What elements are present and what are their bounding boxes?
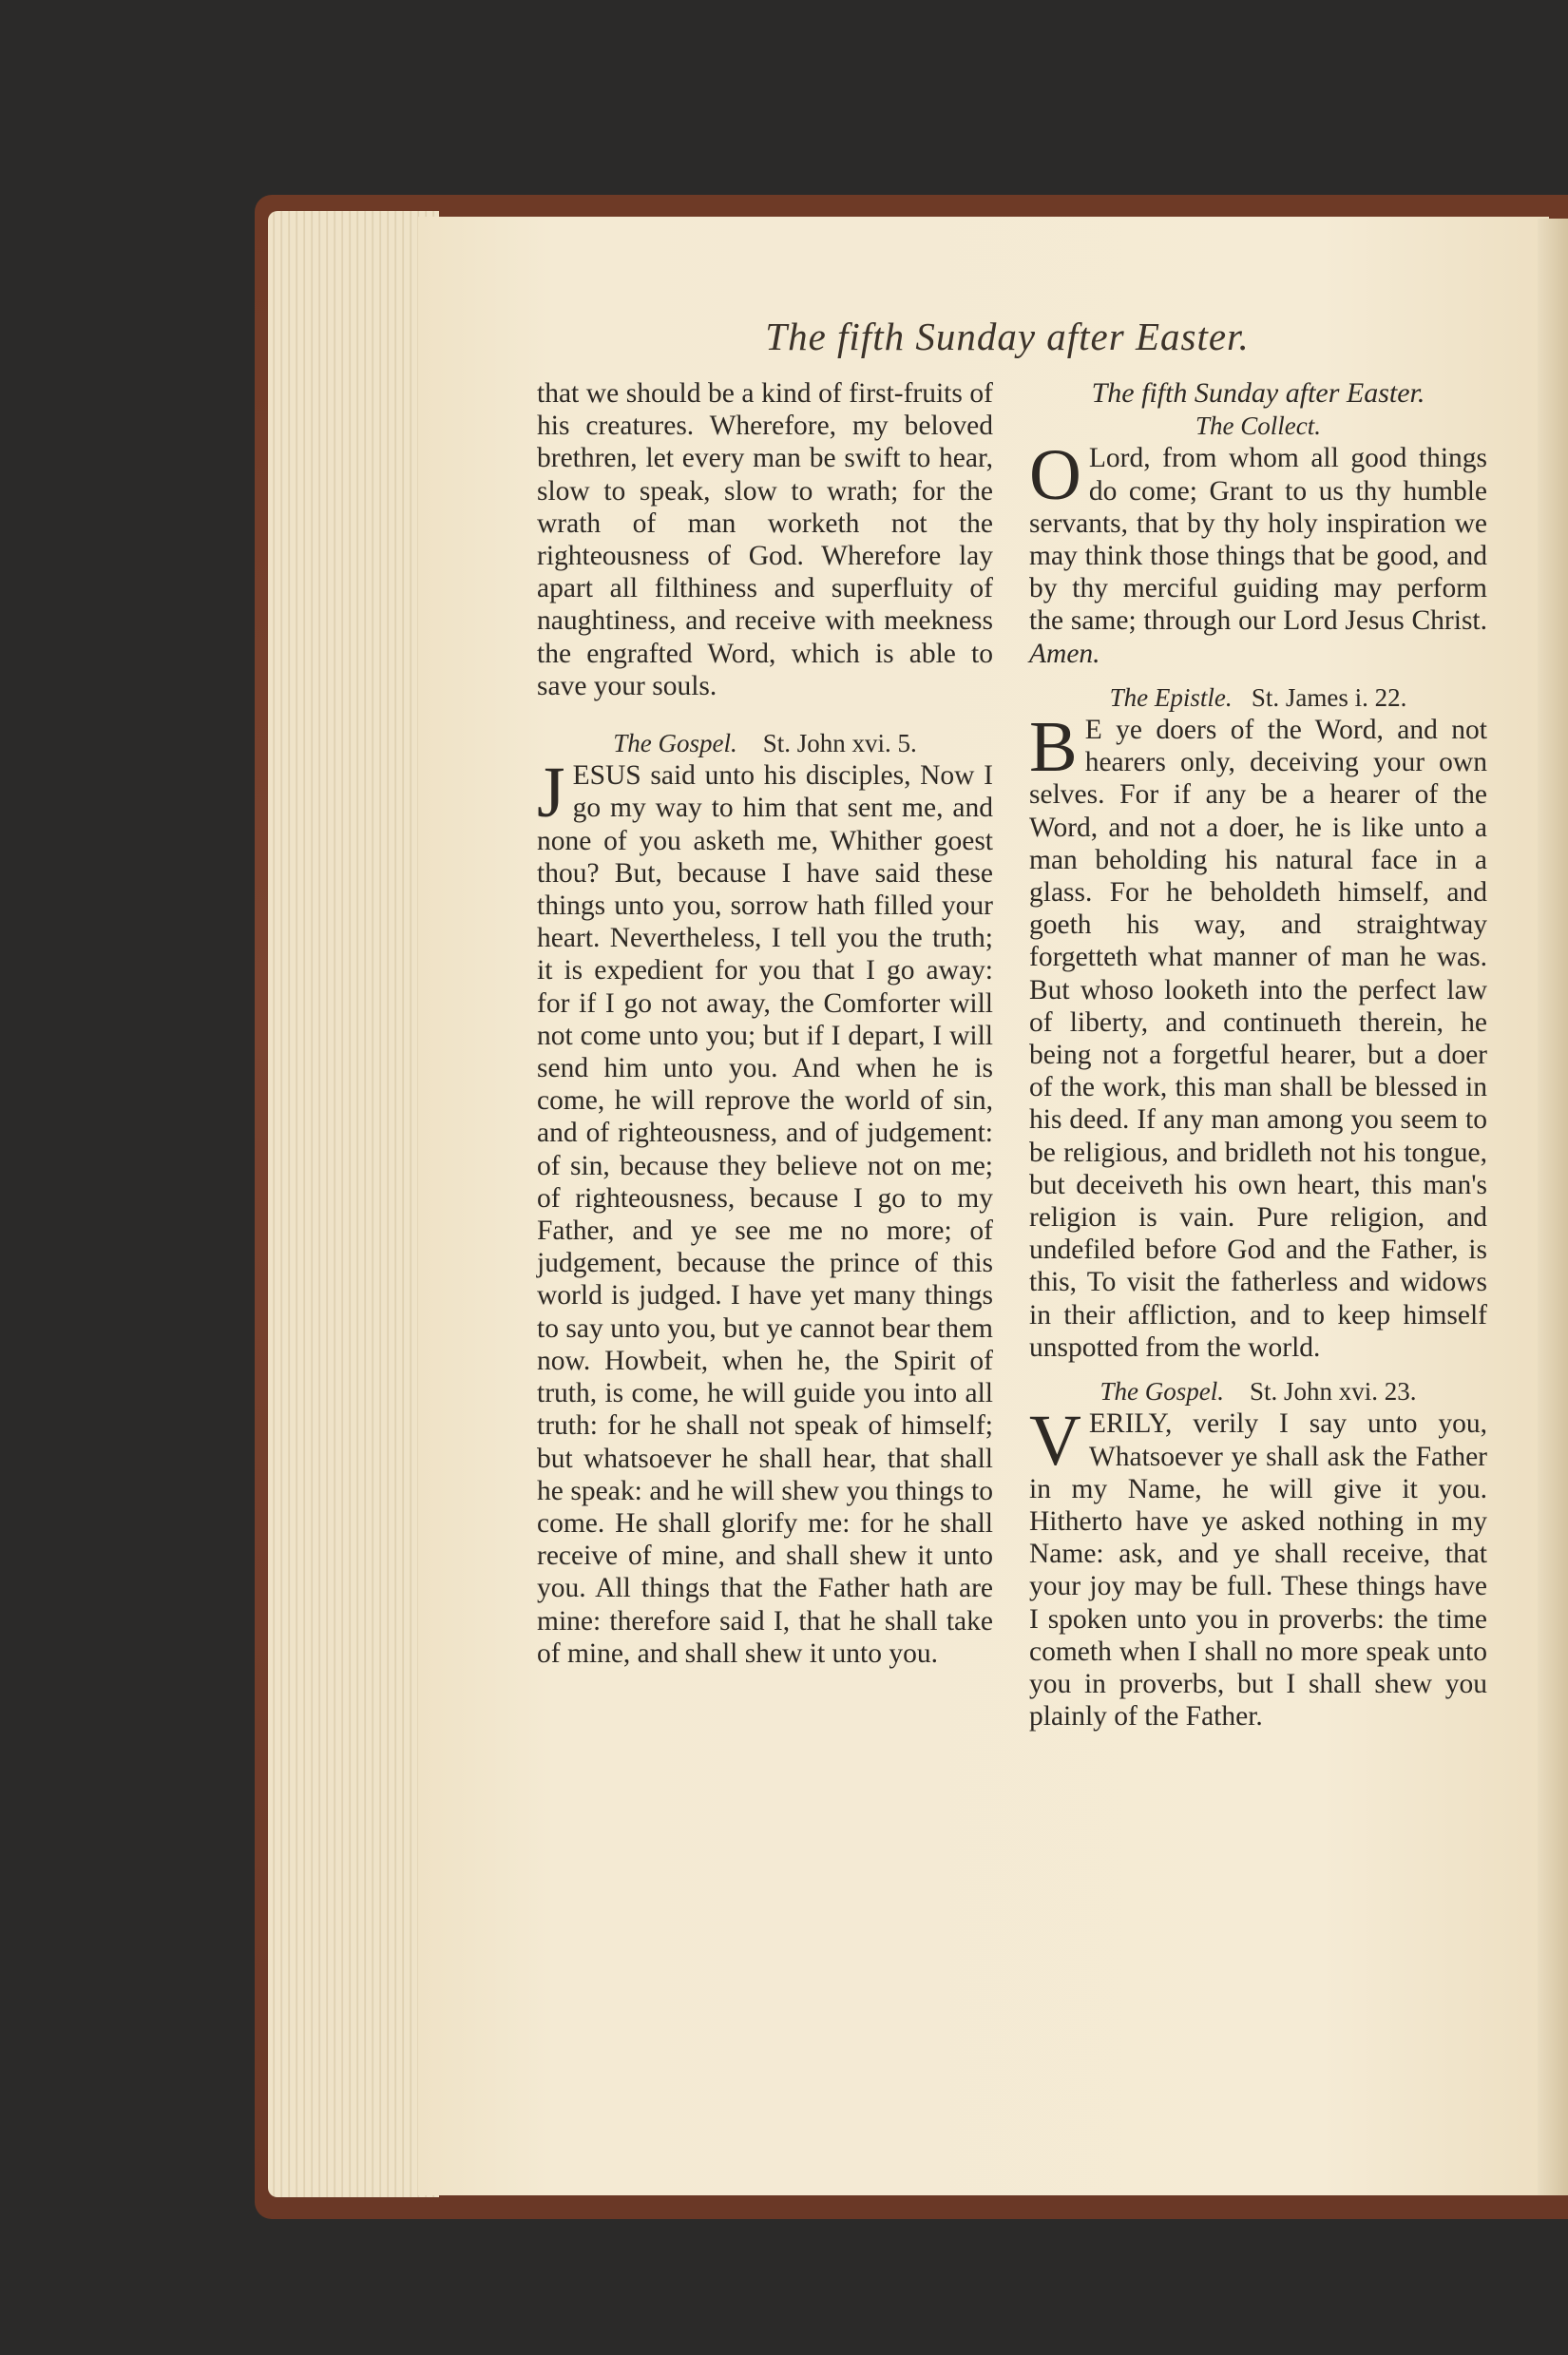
collect-heading-text: The Collect. — [1195, 412, 1321, 441]
collect-heading — [1029, 410, 1487, 442]
right-column — [1029, 377, 1487, 1733]
left-column — [537, 377, 993, 1670]
gospel-text — [1029, 1401, 1487, 1733]
gospel-body: ERILY, verily I say unto you, Whatsoever ye shall ask the Father in my Name, he will give it you. Hitherto have ye asked nothing in my Name: ask, and ye shall receive, that your joy may be full. These things have I spoken unto you in proverbs: the time cometh when I shall no more speak unto you in proverbs, but I shall shew you plainly of the Father. — [1029, 1408, 1487, 1733]
gospel-heading — [1029, 1375, 1487, 1407]
running-head: The fifth Sunday after Easter. — [765, 315, 1250, 358]
epistle-continuation: that we should be a kind of first-fruits of his creatures. Wherefore, my beloved brethren, let every man be swift to hear, slow to speak, slow to wrath; for the wrath of man worketh not the righteousness of God. Wherefore lay apart all filthiness and superfluity of naughtiness, and receive with meekness the engrafted Word, which is able to save your souls. — [537, 378, 993, 701]
collect-body: Lord, from whom all good things do come; Grant to us thy humble servants, that by thy holy inspiration we may think those things that be good, and by thy merciful guiding may perform the same; through our Lord Jesus Christ. — [1029, 443, 1487, 637]
epistle-heading — [1029, 681, 1487, 714]
gospel-heading-ref: St. John xvi. 5. — [762, 729, 917, 758]
gospel-heading — [537, 727, 993, 759]
epistle-text — [1029, 707, 1487, 1364]
section-title-text: The fifth Sunday after Easter. — [1091, 377, 1425, 409]
gospel-heading-label: The Gospel. — [613, 729, 737, 758]
drop-cap: V — [1029, 1401, 1081, 1482]
gospel-heading-label: The Gospel. — [1100, 1377, 1224, 1407]
section-title — [1029, 377, 1487, 410]
gospel-body: ESUS said unto his disciples, Now I go my way to him that sent me, and none of you asketh me, Whither goest thou? But, because I have said these things unto you, sorrow hath filled your heart. Nevertheless, I tell you the truth; it is expedient for you that I go away: for if I go not away, the Comforter will not come unto you; but if I depart, I will send him unto you. And when he is come, he will reprove the world of sin, and of righteousness, and of judgement: of sin, because they believe not on me; of righteousness, because I go to my Father, and ye see me no more; of judgement, because the prince of this world is judged. I have yet many things to say unto you, but ye cannot bear them now. Howbeit, when he, the Spirit of truth, is come, he will guide you into all truth: for he shall not speak of himself; but whatsoever he shall hear, that shall he speak: and he will shew you things to come. He shall glorify me: for he shall receive of mine, and shall shew it unto you. All things that the Father hath are mine: therefore said I, that he shall take of mine, and shall shew it unto you. — [537, 760, 993, 1669]
epistle-heading-label: The Epistle. — [1109, 682, 1233, 712]
drop-cap: B — [1029, 707, 1078, 788]
page-edges — [268, 211, 439, 2197]
drop-cap: O — [1029, 435, 1081, 516]
page-gutter — [1538, 219, 1568, 2195]
collect-text — [1029, 435, 1487, 669]
drop-cap: J — [537, 753, 565, 833]
collect-amen: Amen. — [1029, 638, 1100, 669]
epistle-heading-ref: St. James i. 22. — [1251, 682, 1407, 712]
epistle-body: E ye doers of the Word, and not hearers only, deceiving your own selves. For if any be a hearer of the Word, and not a doer, he is like unto a man beholding his natural face in a glass. For he beholdeth himself, and goeth his way, and straightway forgetteth what manner of man he was. But whoso looketh into the perfect law of liberty, and continueth therein, he being not a forgetful hearer, but a doer of the work, this man shall be blessed in his deed. If any man among you seem to be religious, and bridleth not his tongue, but deceiveth his own heart, this man's religion is vain. Pure religion, and undefiled before God and the Father, is this, To visit the fatherless and widows in their affliction, and to keep himself unspotted from the world. — [1029, 715, 1487, 1363]
gospel-heading-ref: St. John xvi. 23. — [1249, 1377, 1417, 1407]
gospel-text — [537, 753, 993, 1670]
